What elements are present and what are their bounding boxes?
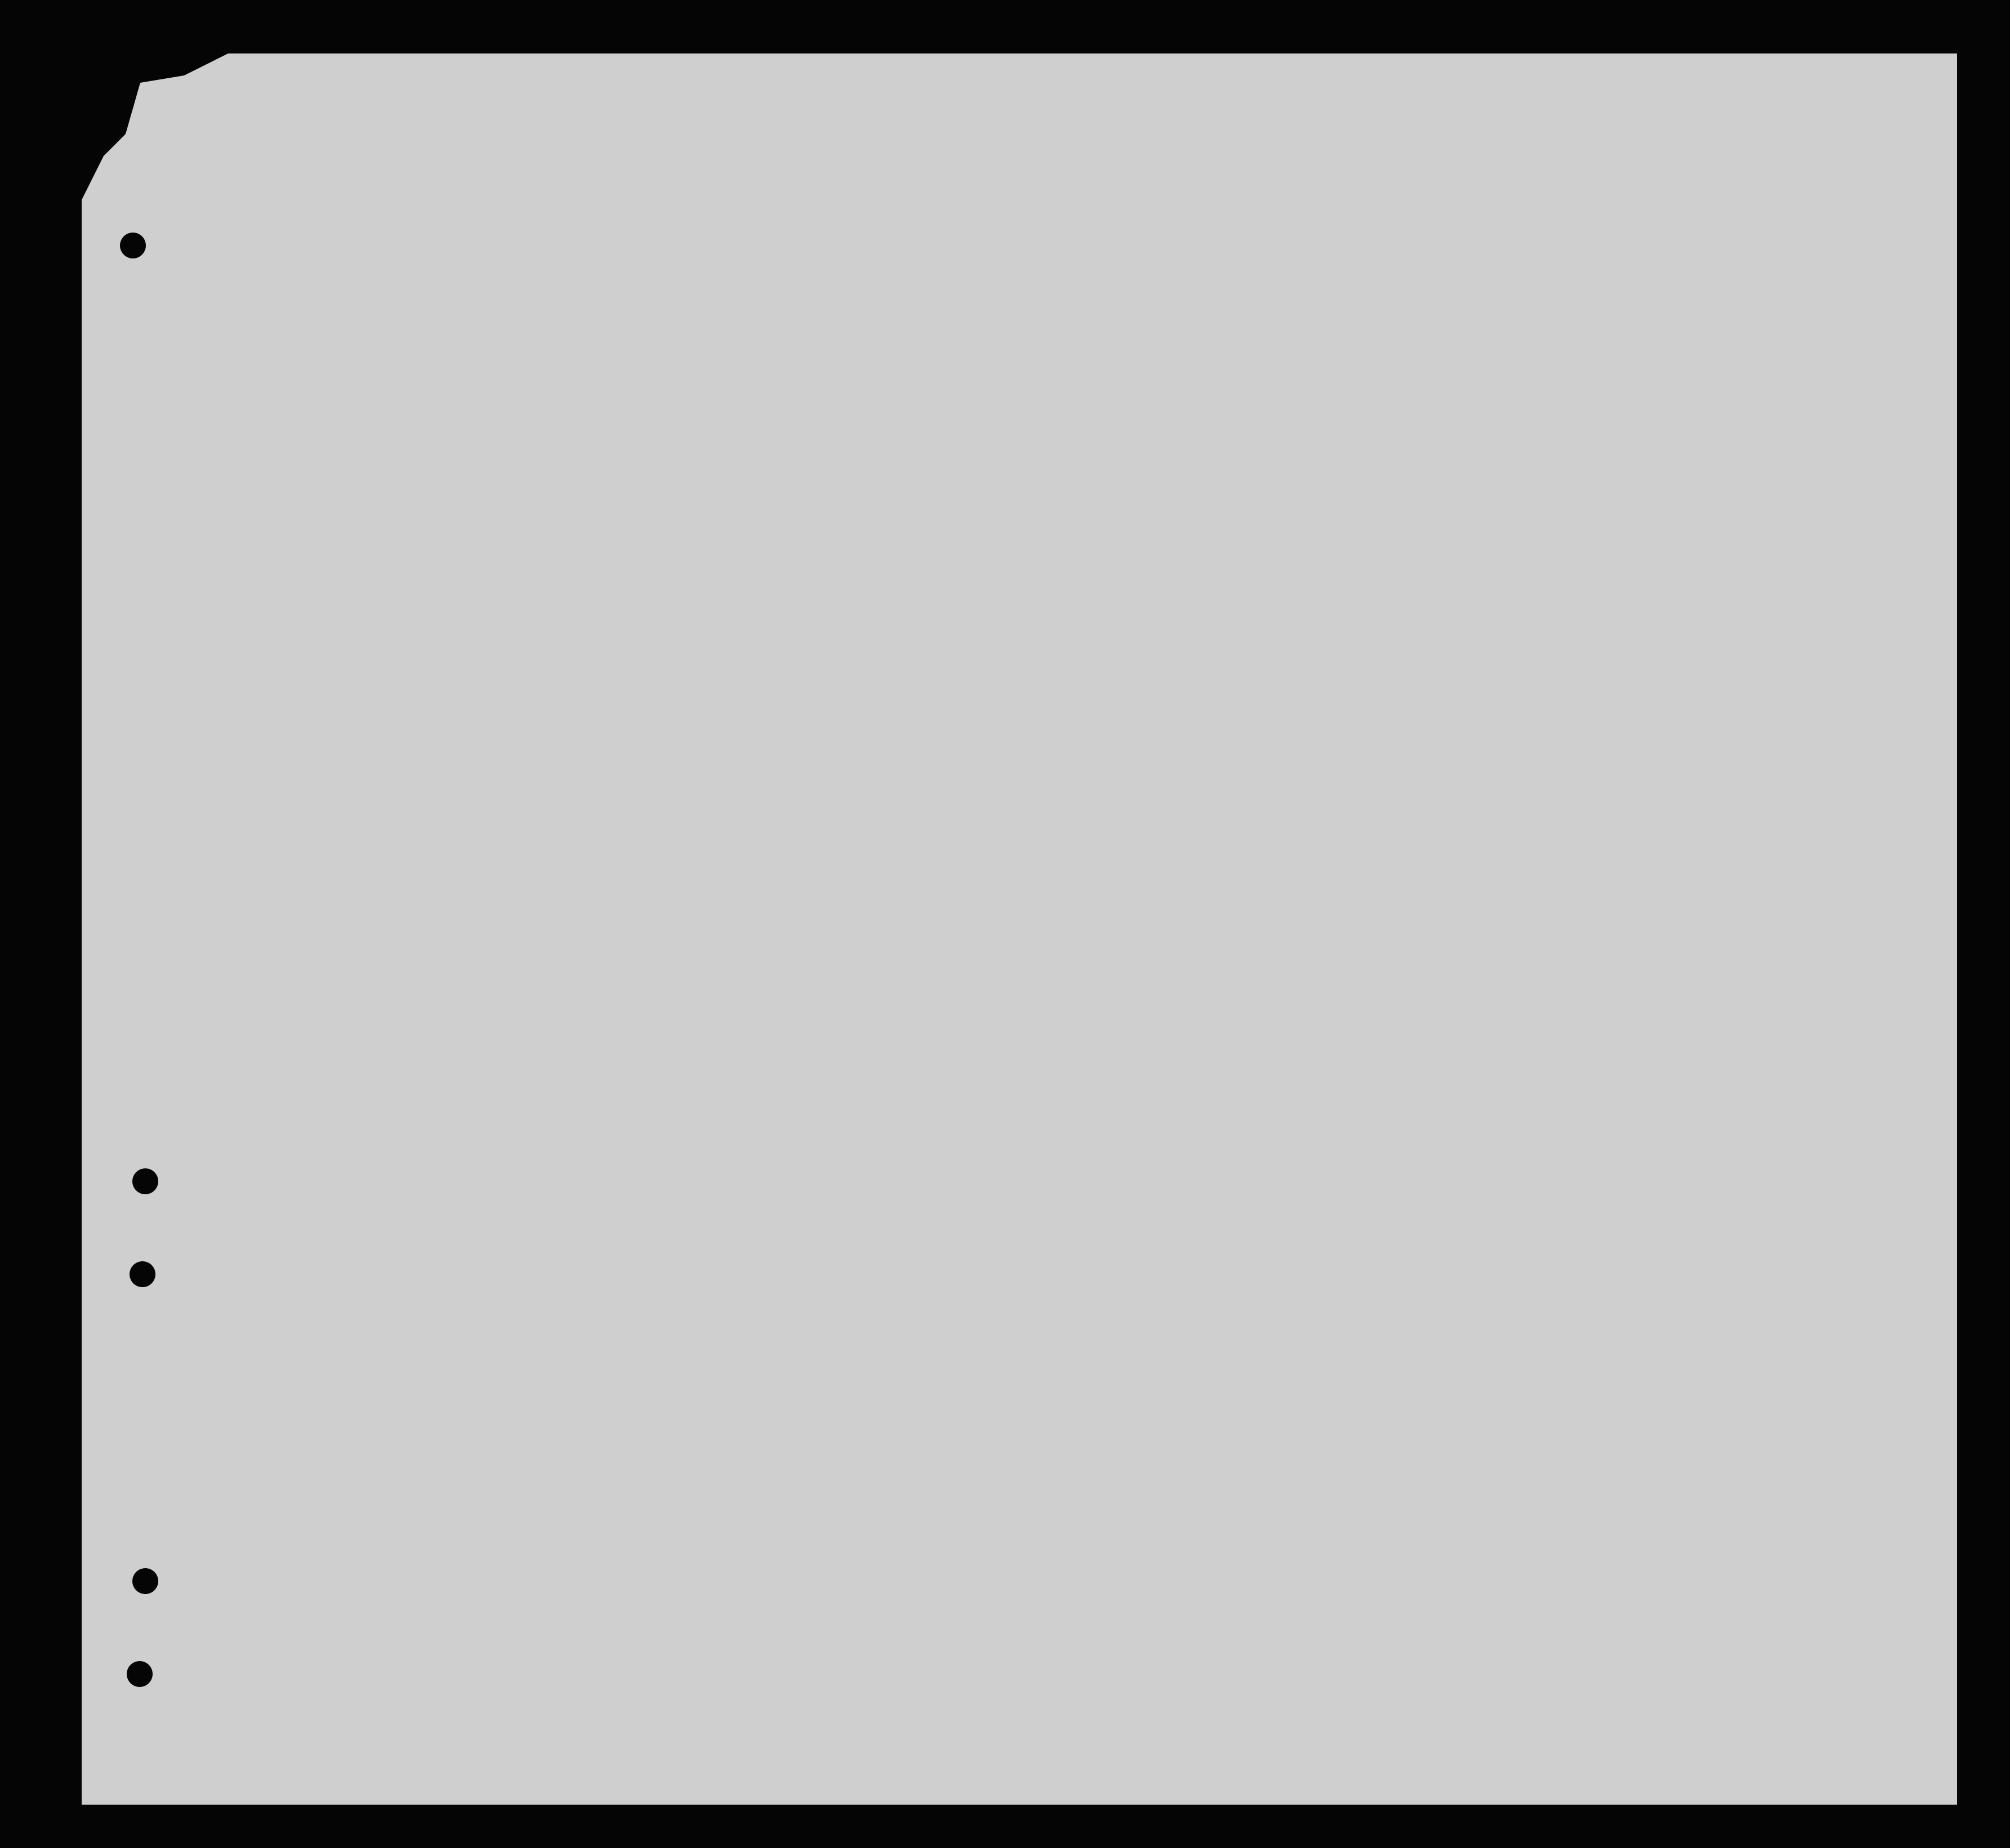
manifest-sheet: [82, 53, 1957, 1805]
table-grid: [82, 53, 1957, 1805]
